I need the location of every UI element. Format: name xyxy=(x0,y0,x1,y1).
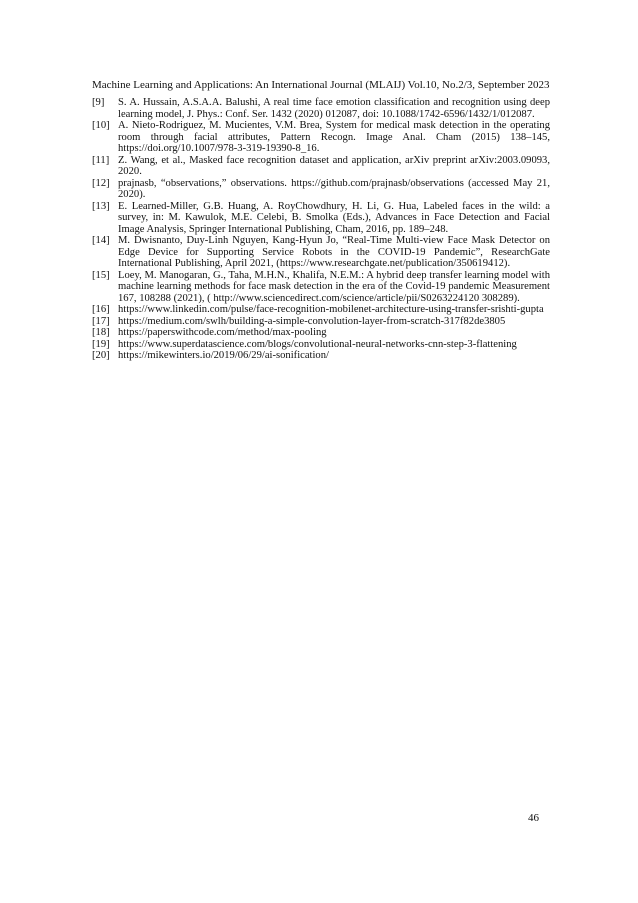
reference-link[interactable]: https://www.superdatascience.com/blogs/convolutional-neural-networks-cnn-step-3-flattening xyxy=(118,338,517,350)
reference-link[interactable]: https://mikewinters.io/2019/06/29/ai-sonification/ xyxy=(118,350,329,361)
reference-number: [10] xyxy=(92,120,110,131)
reference-text: M. Dwisnanto, Duy-Linh Nguyen, Kang-Hyun Jo, “Real-Time Multi-view Face Mask Detector on Edge Device for Supporting Service Robots in the COVID-19 Pandemic”, ResearchGate International Publishing, April 2021, (https://www.researchgate.net/publication/350619412). xyxy=(118,235,550,269)
reference-item xyxy=(92,270,550,305)
reference-text: prajnasb, “observations,” observations. https://github.com/prajnasb/observations (accessed May 21, 2020). xyxy=(118,177,550,200)
reference-link[interactable]: https://medium.com/swlh/building-a-simple-convolution-layer-from-scratch-317f82de3805 xyxy=(118,315,506,327)
reference-item xyxy=(92,327,550,339)
reference-number: [20] xyxy=(92,350,110,361)
reference-number: [14] xyxy=(92,235,110,246)
reference-text: Loey, M. Manogaran, G., Taha, M.H.N., Khalifa, N.E.M.: A hybrid deep transfer learning model with machine learning methods for face mask detection in the era of the Covid-19 pandemic Measurement 167, 108288 (2021), ( http://www.sciencedirect.com/science/article/pii/S0263224120 308289). xyxy=(118,269,550,304)
reference-number: [18] xyxy=(92,327,110,338)
reference-text: Z. Wang, et al., Masked face recognition dataset and application, arXiv preprint arXiv:2003.09093, 2020. xyxy=(118,154,550,177)
reference-number: [13] xyxy=(92,200,110,212)
reference-item xyxy=(92,178,550,201)
page-number: 46 xyxy=(528,812,539,824)
reference-link[interactable]: https://www.linkedin.com/pulse/face-recognition-mobilenet-architecture-using-transfer-srishti-gupta xyxy=(118,304,544,315)
reference-text: S. A. Hussain, A.S.A.A. Balushi, A real time face emotion classification and recognition using deep learning model, J. Phys.: Conf. Ser. 1432 (2020) 012087, doi: 10.1088/1742-6596/1432/1/012087. xyxy=(118,97,550,120)
reference-number: [16] xyxy=(92,304,110,315)
reference-item xyxy=(92,235,550,270)
reference-item xyxy=(92,304,550,316)
reference-number: [11] xyxy=(92,154,110,166)
reference-link[interactable]: https://paperswithcode.com/method/max-pooling xyxy=(118,327,327,338)
reference-item xyxy=(92,120,550,155)
reference-item xyxy=(92,97,550,120)
reference-list xyxy=(92,97,550,362)
reference-item xyxy=(92,350,550,362)
reference-number: [17] xyxy=(92,315,110,327)
reference-number: [9] xyxy=(92,97,105,108)
reference-item xyxy=(92,155,550,178)
running-header: Machine Learning and Applications: An International Journal (MLAIJ) Vol.10, No.2/3, September 2023 xyxy=(92,79,550,91)
reference-item xyxy=(92,316,550,328)
reference-number: [12] xyxy=(92,177,110,189)
reference-number: [19] xyxy=(92,338,110,350)
reference-number: [15] xyxy=(92,269,110,281)
reference-text: A. Nieto-Rodriguez, M. Mucientes, V.M. Brea, System for medical mask detection in the operating room through facial attributes, Pattern Recogn. Image Anal. Cham (2015) 138–145, https://doi.org/10.1007/978-3-319-19390-8_16. xyxy=(118,120,550,154)
reference-text: E. Learned-Miller, G.B. Huang, A. RoyChowdhury, H. Li, G. Hua, Labeled faces in the wild: a survey, in: M. Kawulok, M.E. Celebi, B. Smolka (Eds.), Advances in Face Detection and Facial Image Analysis, Springer International Publishing, Cham, 2016, pp. 189–248. xyxy=(118,200,550,235)
reference-item xyxy=(92,339,550,351)
reference-item xyxy=(92,201,550,236)
